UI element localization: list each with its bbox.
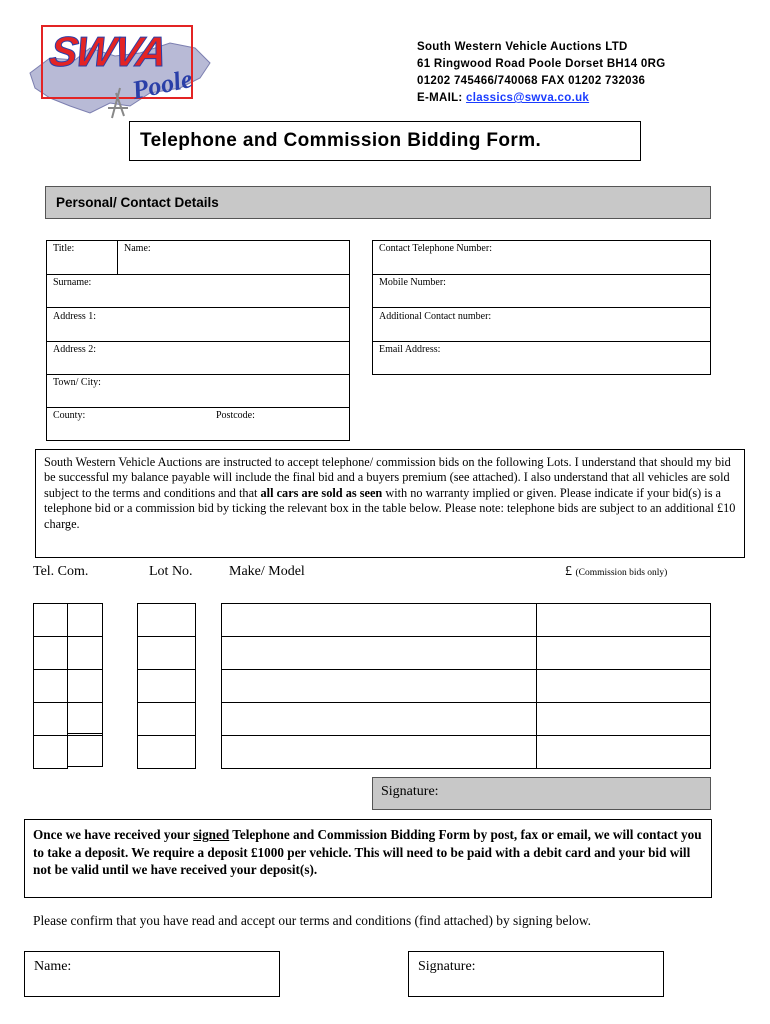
bottom-name-label: Name:	[34, 959, 72, 974]
com-checkbox-2[interactable]	[67, 636, 103, 670]
confirm-text: Please confirm that you have read and accept our terms and conditions (find attached) by signing below.	[33, 913, 592, 928]
price-field-1[interactable]	[536, 603, 711, 637]
form-title: Telephone and Commission Bidding Form.	[140, 130, 542, 151]
terms-bold: all cars are sold as seen	[260, 485, 383, 500]
deposit-part1: Once we have received your	[33, 827, 194, 842]
price-field-3[interactable]	[536, 669, 711, 703]
tel-checkbox-2[interactable]	[33, 636, 68, 670]
tel-checkbox-1[interactable]	[33, 603, 68, 637]
make-model-field-4[interactable]	[221, 702, 537, 736]
section-heading-text: Personal/ Contact Details	[56, 195, 219, 210]
county-postcode-field[interactable]	[46, 407, 350, 441]
form-title-box	[129, 121, 641, 161]
address2-label: Address 2:	[53, 344, 97, 355]
lot-field-1[interactable]	[137, 603, 196, 637]
personal-details-heading	[45, 186, 711, 219]
town-label: Town/ City:	[53, 377, 101, 388]
company-address: 61 Ringwood Road Poole Dorset BH14 0RG	[417, 58, 666, 70]
contact-phone-label: Contact Telephone Number:	[379, 243, 492, 254]
tel-checkbox-3[interactable]	[33, 669, 68, 703]
email-link[interactable]: classics@swva.co.uk	[466, 92, 590, 104]
table-signature-field[interactable]	[372, 777, 711, 810]
logo-location-text: Poole	[129, 64, 195, 105]
company-name: South Western Vehicle Auctions LTD	[417, 41, 628, 53]
price-note: (Commission bids only)	[575, 568, 668, 578]
tel-checkbox-5[interactable]	[33, 735, 68, 769]
price-field-4[interactable]	[536, 702, 711, 736]
additional-contact-label: Additional Contact number:	[379, 311, 492, 322]
email-address-label: Email Address:	[379, 344, 441, 355]
title-label: Title:	[53, 243, 75, 254]
terms-part1: South Western Vehicle Auctions are instructed to accept telephone/ commission bids on the following Lots. I understand that should my bid be successful my balance payable will include the final bid and a buyers premium (see attached). I also understand that all vehicles are sold subject to the terms and conditions and that	[44, 455, 731, 500]
tel-checkbox-4[interactable]	[33, 702, 68, 736]
bottom-signature-label: Signature:	[418, 959, 476, 974]
lot-number-header: Lot No.	[149, 564, 193, 579]
com-checkbox-5[interactable]	[67, 733, 103, 767]
lot-field-4[interactable]	[137, 702, 196, 736]
surname-field[interactable]	[46, 274, 350, 308]
bottom-signature-field[interactable]	[408, 951, 664, 997]
make-model-header: Make/ Model	[229, 564, 305, 579]
company-info	[417, 39, 665, 107]
make-model-field-5[interactable]	[221, 735, 537, 769]
make-model-field-3[interactable]	[221, 669, 537, 703]
swva-logo	[20, 18, 220, 128]
lot-field-3[interactable]	[137, 669, 196, 703]
lot-field-2[interactable]	[137, 636, 196, 670]
company-email-line	[417, 90, 665, 107]
price-header	[565, 564, 667, 580]
price-field-5[interactable]	[536, 735, 711, 769]
make-model-field-2[interactable]	[221, 636, 537, 670]
pound-symbol: £	[565, 564, 572, 579]
name-label: Name:	[124, 243, 151, 254]
mobile-label: Mobile Number:	[379, 277, 446, 288]
tel-com-header: Tel. Com.	[33, 564, 89, 579]
deposit-part2: Telephone and Commission Bidding Form by post, fax or email, we will contact you to take a deposit. We require a deposit £1000 per vehicle. This will need to be paid with a debit card and your bid will not be valid until we have received your deposit(s).	[33, 827, 702, 877]
terms-part2: with no warranty implied or given. Please indicate if your bid(s) is a telephone bid or a commission bid by ticking the relevant box in the table below. Please note: telephone bids are subject to an additional £10 charge.	[44, 485, 736, 531]
county-label: County:	[53, 410, 86, 421]
deposit-signed: signed	[193, 827, 230, 842]
address1-label: Address 1:	[53, 311, 97, 322]
bottom-name-field[interactable]	[24, 951, 280, 997]
price-field-2[interactable]	[536, 636, 711, 670]
name-field[interactable]	[117, 240, 350, 275]
make-model-field-1[interactable]	[221, 603, 537, 637]
deposit-notice	[24, 819, 712, 898]
company-phone-fax: 01202 745466/740068 FAX 01202 732036	[417, 75, 646, 87]
logo-brand-text: SWVA	[46, 28, 169, 75]
surname-label: Surname:	[53, 277, 92, 288]
email-label: E-MAIL:	[417, 92, 463, 104]
com-checkbox-1[interactable]	[67, 603, 103, 637]
lot-field-5[interactable]	[137, 735, 196, 769]
com-checkbox-3[interactable]	[67, 669, 103, 703]
postcode-label: Postcode:	[216, 410, 255, 421]
terms-paragraph	[35, 449, 745, 558]
table-signature-label: Signature:	[381, 784, 439, 799]
com-checkbox-4[interactable]	[67, 702, 103, 736]
